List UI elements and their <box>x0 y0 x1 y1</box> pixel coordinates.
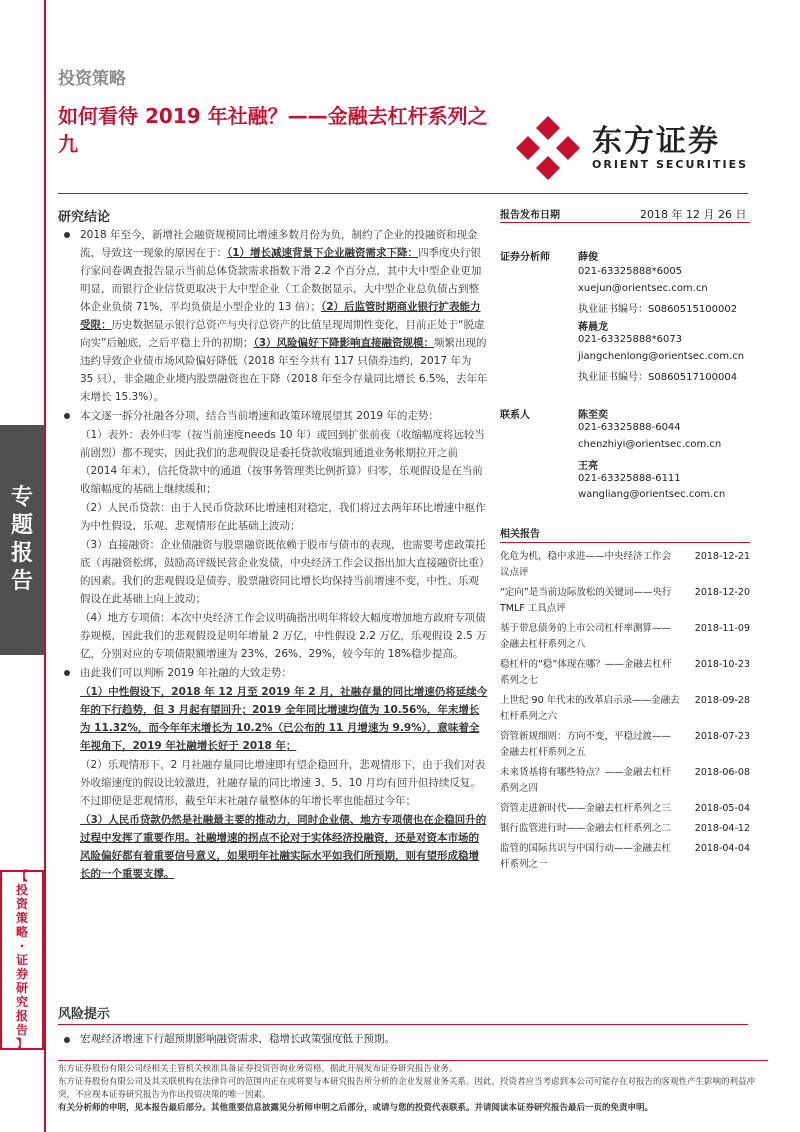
related-report-item[interactable] <box>500 801 750 817</box>
series-char: 【 <box>15 869 28 883</box>
paragraph-rmb-loans: （3）人民币贷款仍然是社融最主要的推动力，同时企业债、地方专项债也在企稳回升的过程中发挥了重要作用。社融增速的拐点不论对于实体经济投融资，还是对资本市场的风险偏好都有着重要信号意义，如果明年社融实际水平如我们所预期，则有望形成稳增长的一个重要支撑。 <box>80 814 487 880</box>
contact-label: 联系人 <box>500 410 530 421</box>
series-char: 究 <box>15 995 28 1009</box>
publish-date: 2018 年 12 月 26 日 <box>640 208 747 221</box>
paragraph-optimistic: （2）乐观情形下，2 月社融存量同比增速即有望企稳回升，悲观情形下，由于我们对表外收缩速度的假设比较激进，社融存量的同比增速 3、5、10 月均有回升但持续反复。不过即使是悲观情形，截至年末社融存量整体的年增长率也能超过今年； <box>80 759 486 807</box>
paragraph-neutral: （1）中性假设下，2018 年 12 月至 2019 年 2 月，社融存量的同比增速仍将延续今年的下行趋势，但 3 月起有望回升；2019 全年同比增速均值为 10.56%，年末增长为 11.32%，而今年年末增长为 10.2%（已公布的 11 月增速为 9.9%），意味着全年视角下，2019 年社融增长好于 2018 年； <box>80 686 488 752</box>
related-report-item[interactable] <box>500 693 750 725</box>
footer-line: 东方证券股份有限公司及其关联机构在法律许可的范围内正在或将要与本研究报告所分析的企业发展业务关系。因此，投资者应当考虑到本公司可能存在对报告的客观性产生影响的利益冲突，不应视本证券研究报告为作出投资决策的唯一因素。 <box>58 1077 756 1100</box>
report-title: 如何看待 2019 年社融？——金融去杠杆系列之九 <box>58 104 488 156</box>
section-label: 投资策略 <box>58 69 126 89</box>
text: 历史数据显示银行总资产与央行总资产的比值呈现周期性变化，目前正处于“脱虚向实”后触底，之后平稳上升的初期； <box>80 319 485 349</box>
report-type-char: 专 <box>10 485 33 510</box>
analyst-email[interactable]: jiangchenlong@orientsec.com.cn <box>578 351 745 362</box>
related-report-date: 2018-07-23 <box>694 731 750 742</box>
text: （2）后监管时期商业银行扩表能力受限： <box>80 301 481 331</box>
risk-heading: 风险提示 <box>58 1007 111 1022</box>
left-accent-line <box>44 0 46 1132</box>
related-report-item[interactable] <box>500 621 750 653</box>
series-char: 资 <box>15 897 28 911</box>
series-char: 告 <box>15 1023 28 1037</box>
related-report-title[interactable]: 上世纪 90 年代末的改革启示录——金融去杠杆系列之六 <box>500 695 680 722</box>
related-report-date: 2018-04-12 <box>694 823 750 834</box>
series-char: 券 <box>15 967 28 981</box>
related-report-date: 2018-06-08 <box>694 767 750 778</box>
related-report-date: 2018-11-09 <box>694 623 750 634</box>
related-report-title[interactable]: 银行监管进行时——金融去杠杆系列之二 <box>500 823 672 834</box>
analyst-name: 薛俊 <box>578 252 598 263</box>
paragraph-loans: （2）人民币贷款：由于人民币贷款环比增速相对稳定，我们将过去两年环比增速中枢作为中性假设，乐观、悲观情形在此基础上波动； <box>80 502 486 532</box>
related-report-item[interactable] <box>500 657 750 689</box>
report-type-char: 告 <box>10 569 33 594</box>
report-type-char: 报 <box>10 541 33 566</box>
paragraph-judgement: 由此我们可以判断 2019 年社融的大致走势： <box>58 664 488 682</box>
company-logo <box>512 112 752 192</box>
series-char: 研 <box>15 981 28 995</box>
related-report-title[interactable]: 稳杠杆的“稳”体现在哪？——金融去杠杆系列之七 <box>500 659 672 686</box>
footer-line: 东方证券股份有限公司经相关主管机关核准具备证券投资咨询业务资格，据此开展发布证券研究报告业务。 <box>58 1064 458 1074</box>
conclusion-heading: 研究结论 <box>58 210 111 225</box>
related-report-item[interactable] <box>500 841 750 873</box>
related-report-title[interactable]: 监管的国际共识与中国行动——金融去杠杆系列之一 <box>500 843 672 870</box>
date-label: 报告发布日期 <box>500 210 560 221</box>
analyst-label: 证券分析师 <box>500 252 550 263</box>
paragraph-local-bonds: （4）地方专项债：本次中央经济工作会议明确指出明年将较大幅度增加地方政府专项债券规模，因此我们的悲观假设是明年增量 2 万亿，中性假设 2.2 万亿，乐观假设 2.5 万亿，分别对应的专项债限额增速为 23%、26%、29%，较今年的 18%稳步提高。 <box>80 612 487 660</box>
related-report-title[interactable]: 化危为机，稳中求进——中央经济工作会议点评 <box>500 551 672 578</box>
contact-phone: 021-63325888-6111 <box>578 473 681 484</box>
disclaimer-footer <box>58 1060 768 1115</box>
series-char: 】 <box>15 1037 28 1051</box>
related-list <box>500 549 750 873</box>
related-report-title[interactable]: 未来货基将有哪些特点？——金融去杠杆系列之四 <box>500 767 672 794</box>
related-divider <box>500 542 750 543</box>
series-tab <box>0 870 44 1050</box>
text: （1）增长减速背景下企业融资需求下降： <box>227 247 419 259</box>
series-char: · <box>19 939 25 953</box>
paragraph-direct-finance: （3）直接融资：企业债融资与股票融资既依赖于股市与债市的表现，也需要考虑政策托底（再融资松绑，鼓励高评级民营企业发债，中央经济工作会议指出加大直接融资比重）的因素。我们的悲观假设是债券、股票融资同比增长均保持当前增速不变，中性、乐观假设在此基础上向上波动； <box>80 539 486 605</box>
related-report-item[interactable] <box>500 549 750 581</box>
analyst-cert: 执业证书编号：S0860517100004 <box>578 372 738 383</box>
risk-text: 宏观经济增速下行超预期影响融资需求，稳增长政策强度低于预期。 <box>58 1031 748 1047</box>
text: 四季度央行银行家问卷调查报告显示当前总体贷款需求指数下滑 2.2 个百分点，其中大中型企业更加明显，而银行企业信贷更取决于大中型企业（工企数据显示，大中型企业总负债占到整体企业负债 71%，平均负债是小型企业的 13 倍）； <box>80 247 482 313</box>
paragraph-offbalance: （1）表外：表外归零（按当前速度needs 10 年）或回到扩张前夜（收缩幅度将远较当前剧烈）都不现实，因此我们的悲观假设是委托贷款收缩到通道业务帐期拉开之前（2014 年末），信托贷款中的通道（按事务管理类比例折算）归零，乐观假设是在当前收缩幅度的基础上继续缓和； <box>80 429 485 495</box>
report-type-char: 题 <box>10 513 33 538</box>
related-report-title[interactable]: 基于带息债务的上市公司杠杆率测算——金融去杠杆系列之八 <box>500 623 672 650</box>
contact-email[interactable]: wangliang@orientsec.com.cn <box>578 489 726 500</box>
related-report-date: 2018-04-04 <box>694 843 750 854</box>
related-report-title[interactable]: “定向”是当前边际放松的关键词——央行 TMLF 工具点评 <box>500 587 672 614</box>
contact-email[interactable]: chenzhiyi@orientsec.com.cn <box>578 439 722 450</box>
paragraph-split: 本文逐一拆分社融各分项，结合当前增速和政策环境展望其 2019 年的走势： <box>58 407 488 425</box>
related-heading: 相关报告 <box>500 529 540 540</box>
contact-name: 王亮 <box>578 461 598 472</box>
risk-section <box>58 1003 748 1047</box>
related-report-title[interactable]: 资管走进新时代——金融去杠杆系列之三 <box>500 803 672 814</box>
contact-name: 陈至奕 <box>578 410 608 421</box>
header-divider <box>58 193 748 194</box>
contact-phone: 021-63325888-6044 <box>578 422 681 433</box>
series-char: 报 <box>15 1009 28 1023</box>
risk-divider <box>58 1024 748 1025</box>
logo-mark-icon <box>512 112 584 184</box>
text: 2018 年至今，新增社会融资规模同比增速多数月份为负，制约了企业的投融资和现金流，导致这一现象的原因在于： <box>80 229 478 259</box>
series-char: 证 <box>15 953 28 967</box>
related-report-date: 2018-05-04 <box>694 803 750 814</box>
series-char: 投 <box>15 883 28 897</box>
related-report-date: 2018-12-20 <box>694 587 750 598</box>
related-report-date: 2018-10-23 <box>694 659 750 670</box>
paragraph-causes <box>58 226 488 406</box>
analyst-name: 蒋晨龙 <box>578 322 608 333</box>
related-report-item[interactable] <box>500 585 750 617</box>
analyst-phone: 021-63325888*6005 <box>578 266 683 277</box>
series-char: 略 <box>15 925 28 939</box>
series-tab-wrap <box>0 0 44 1132</box>
logo-english-name: ORIENT SECURITIES <box>592 158 749 171</box>
related-report-item[interactable] <box>500 821 750 837</box>
related-report-item[interactable] <box>500 729 750 761</box>
conclusion-body <box>58 226 488 884</box>
analyst-cert: 执业证书编号：S0860515100002 <box>578 304 738 315</box>
footer-notice: 有关分析师的申明，见本报告最后部分。其他重要信息披露见分析师申明之后部分，或请与您的投资代表联系。并请阅读本证券研究报告最后一页的免责申明。 <box>58 1103 654 1113</box>
logo-chinese-name: 东方证券 <box>592 124 720 159</box>
info-divider <box>500 222 750 223</box>
related-report-item[interactable] <box>500 765 750 797</box>
analyst-phone: 021-63325888*6073 <box>578 334 683 345</box>
related-reports <box>500 525 750 877</box>
related-report-date: 2018-12-21 <box>694 551 750 562</box>
series-char: 策 <box>15 911 28 925</box>
analyst-email[interactable]: xuejun@orientsec.com.cn <box>578 283 708 294</box>
related-report-date: 2018-09-28 <box>694 695 750 706</box>
related-report-title[interactable]: 资管新规细则：方向不变，平稳过渡——金融去杠杆系列之五 <box>500 731 672 758</box>
text: （3）风险偏好下降影响直接融资规模： <box>253 337 435 349</box>
text: 频繁出现的违约导致企业债市场风险偏好降低（2018 年至今共有 117 只债券违约，2017 年为 35 只），非金融企业境内股票融资也在下降（2018 年至今存量同比增长 6.5%，去年年末增长 15.3%）。 <box>80 337 488 403</box>
